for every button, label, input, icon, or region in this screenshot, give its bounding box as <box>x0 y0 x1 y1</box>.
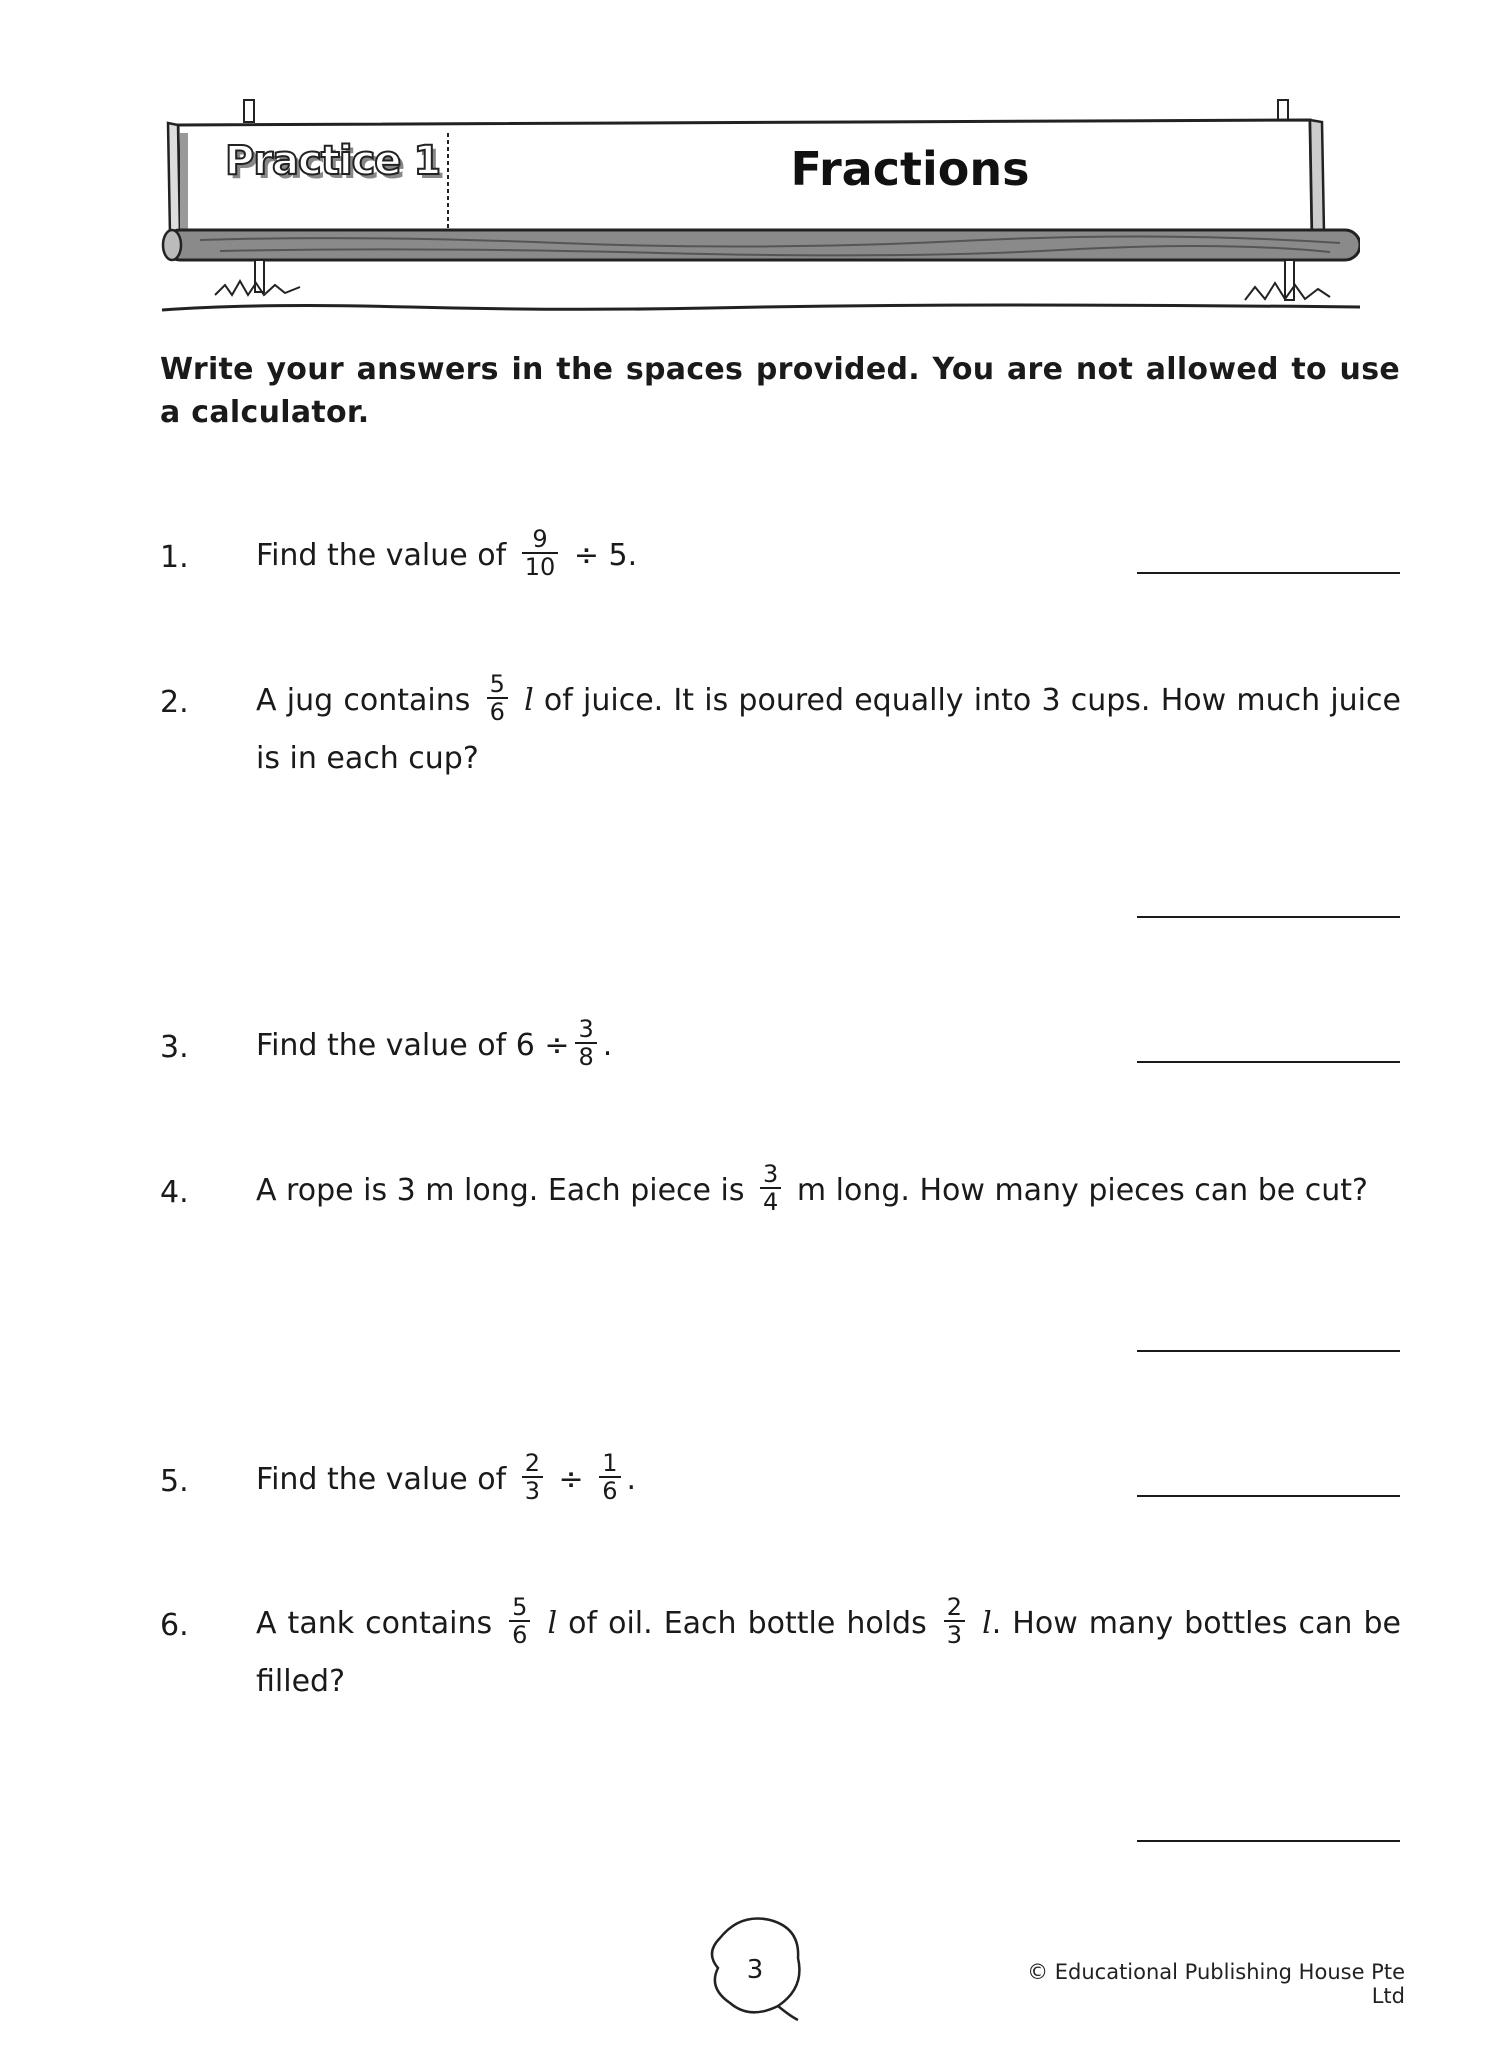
question-text: Find the value of $\frac{2}{3}$ ÷ $\frac{1}{6}$ . <box>256 1448 637 1505</box>
answer-line[interactable] <box>1137 1495 1400 1497</box>
question-number: 4. <box>160 1175 189 1210</box>
fraction: $\frac{1}{6}$ <box>599 1450 620 1504</box>
page-title: Fractions <box>790 142 1030 196</box>
header-banner <box>160 95 1360 335</box>
question-number: 5. <box>160 1464 189 1499</box>
question-number: 6. <box>160 1608 189 1643</box>
fraction: $\frac{2}{3}$ <box>944 1594 965 1648</box>
question-number: 2. <box>160 685 189 720</box>
instructions-text: Write your answers in the spaces provided. You are not allowed to use a calculator. <box>160 352 1400 430</box>
question-text: A rope is 3 m long. Each piece is $\frac{3}{4}$ m long. How many pieces can be cut? <box>256 1159 1368 1216</box>
question-text: A tank contains $\frac{5}{6}$ l of oil. Each bottle holds $\frac{2}{3}$ l. How many bottles can be filled? <box>256 1592 1401 1699</box>
fraction: $\frac{3}{8}$ <box>575 1016 596 1070</box>
question-number: 3. <box>160 1030 189 1065</box>
copyright-text: © Educational Publishing House Pte Ltd <box>1027 1960 1405 2008</box>
answer-line[interactable] <box>1137 572 1400 574</box>
practice-label: Practice 1 <box>225 138 441 184</box>
answer-line[interactable] <box>1137 916 1400 918</box>
answer-line[interactable] <box>1137 1840 1400 1842</box>
answer-line[interactable] <box>1137 1061 1400 1063</box>
fraction: $\frac{2}{3}$ <box>522 1450 543 1504</box>
question-text: Find the value of $\frac{9}{10}$ ÷ 5. <box>256 524 638 581</box>
fraction: $\frac{5}{6}$ <box>509 1594 530 1648</box>
fraction: $\frac{3}{4}$ <box>760 1161 781 1215</box>
question-text: Find the value of 6 ÷ $\frac{3}{8}$ . <box>256 1014 613 1071</box>
fraction: $\frac{9}{10}$ <box>522 526 559 580</box>
fraction: $\frac{5}{6}$ <box>487 671 508 725</box>
page-number: 3 <box>746 1955 764 1985</box>
question-number: 1. <box>160 540 189 575</box>
answer-line[interactable] <box>1137 1350 1400 1352</box>
question-text: A jug contains $\frac{5}{6}$ l of juice. It is poured equally into 3 cups. How much juice is in each cup? <box>256 669 1401 776</box>
